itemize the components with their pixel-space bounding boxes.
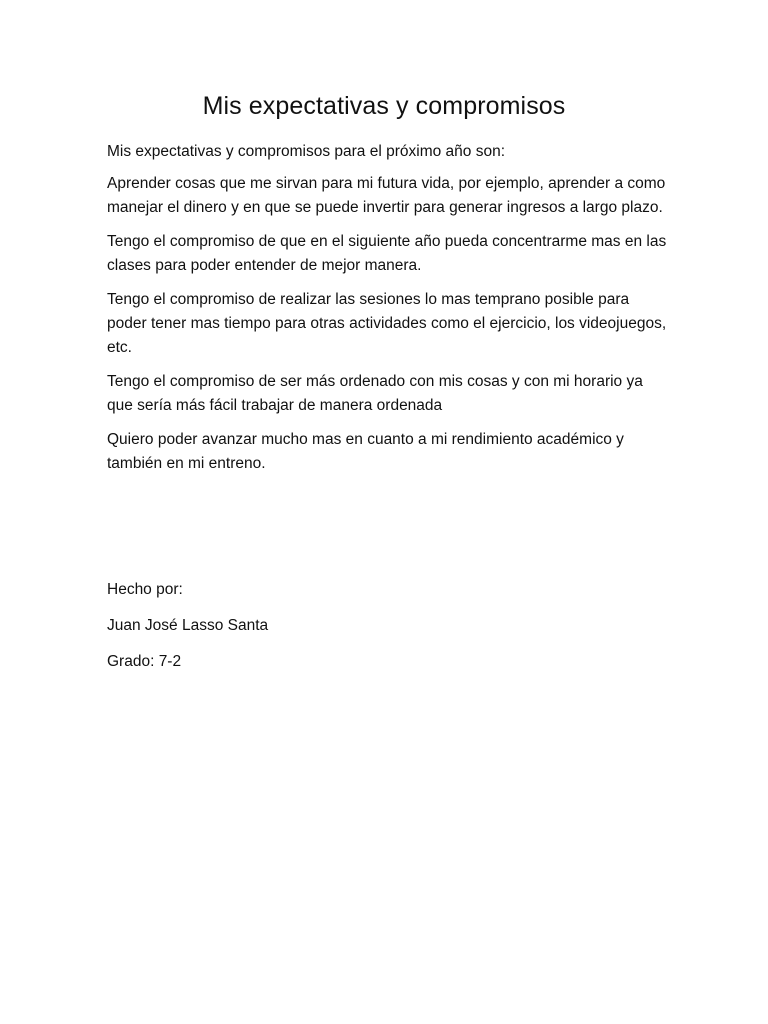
signature-block bbox=[107, 580, 667, 688]
paragraph: Tengo el compromiso de realizar las sesiones lo mas temprano posible para poder tener mas tiempo para otras actividades como el ejercicio, los videojuegos, etc. bbox=[107, 291, 667, 356]
intro-line: Mis expectativas y compromisos para el próximo año son: bbox=[107, 143, 505, 160]
paragraph: Tengo el compromiso de que en el siguiente año pueda concentrarme mas en las clases para poder entender de mejor manera. bbox=[107, 233, 667, 274]
made-by-label: Hecho por: bbox=[107, 581, 183, 598]
paragraph: Quiero poder avanzar mucho mas en cuanto a mi rendimiento académico y también en mi entreno. bbox=[107, 431, 624, 472]
paragraph: Aprender cosas que me sirvan para mi futura vida, por ejemplo, aprender a como manejar el dinero y en que se puede invertir para generar ingresos a largo plazo. bbox=[107, 175, 666, 216]
author-name: Juan José Lasso Santa bbox=[107, 617, 269, 634]
document-title: Mis expectativas y compromisos bbox=[202, 92, 566, 120]
paragraph: Tengo el compromiso de ser más ordenado con mis cosas y con mi horario ya que sería más fácil trabajar de manera ordenada bbox=[107, 373, 643, 414]
grade-label: Grado: 7-2 bbox=[107, 653, 182, 670]
document-body bbox=[107, 142, 667, 486]
